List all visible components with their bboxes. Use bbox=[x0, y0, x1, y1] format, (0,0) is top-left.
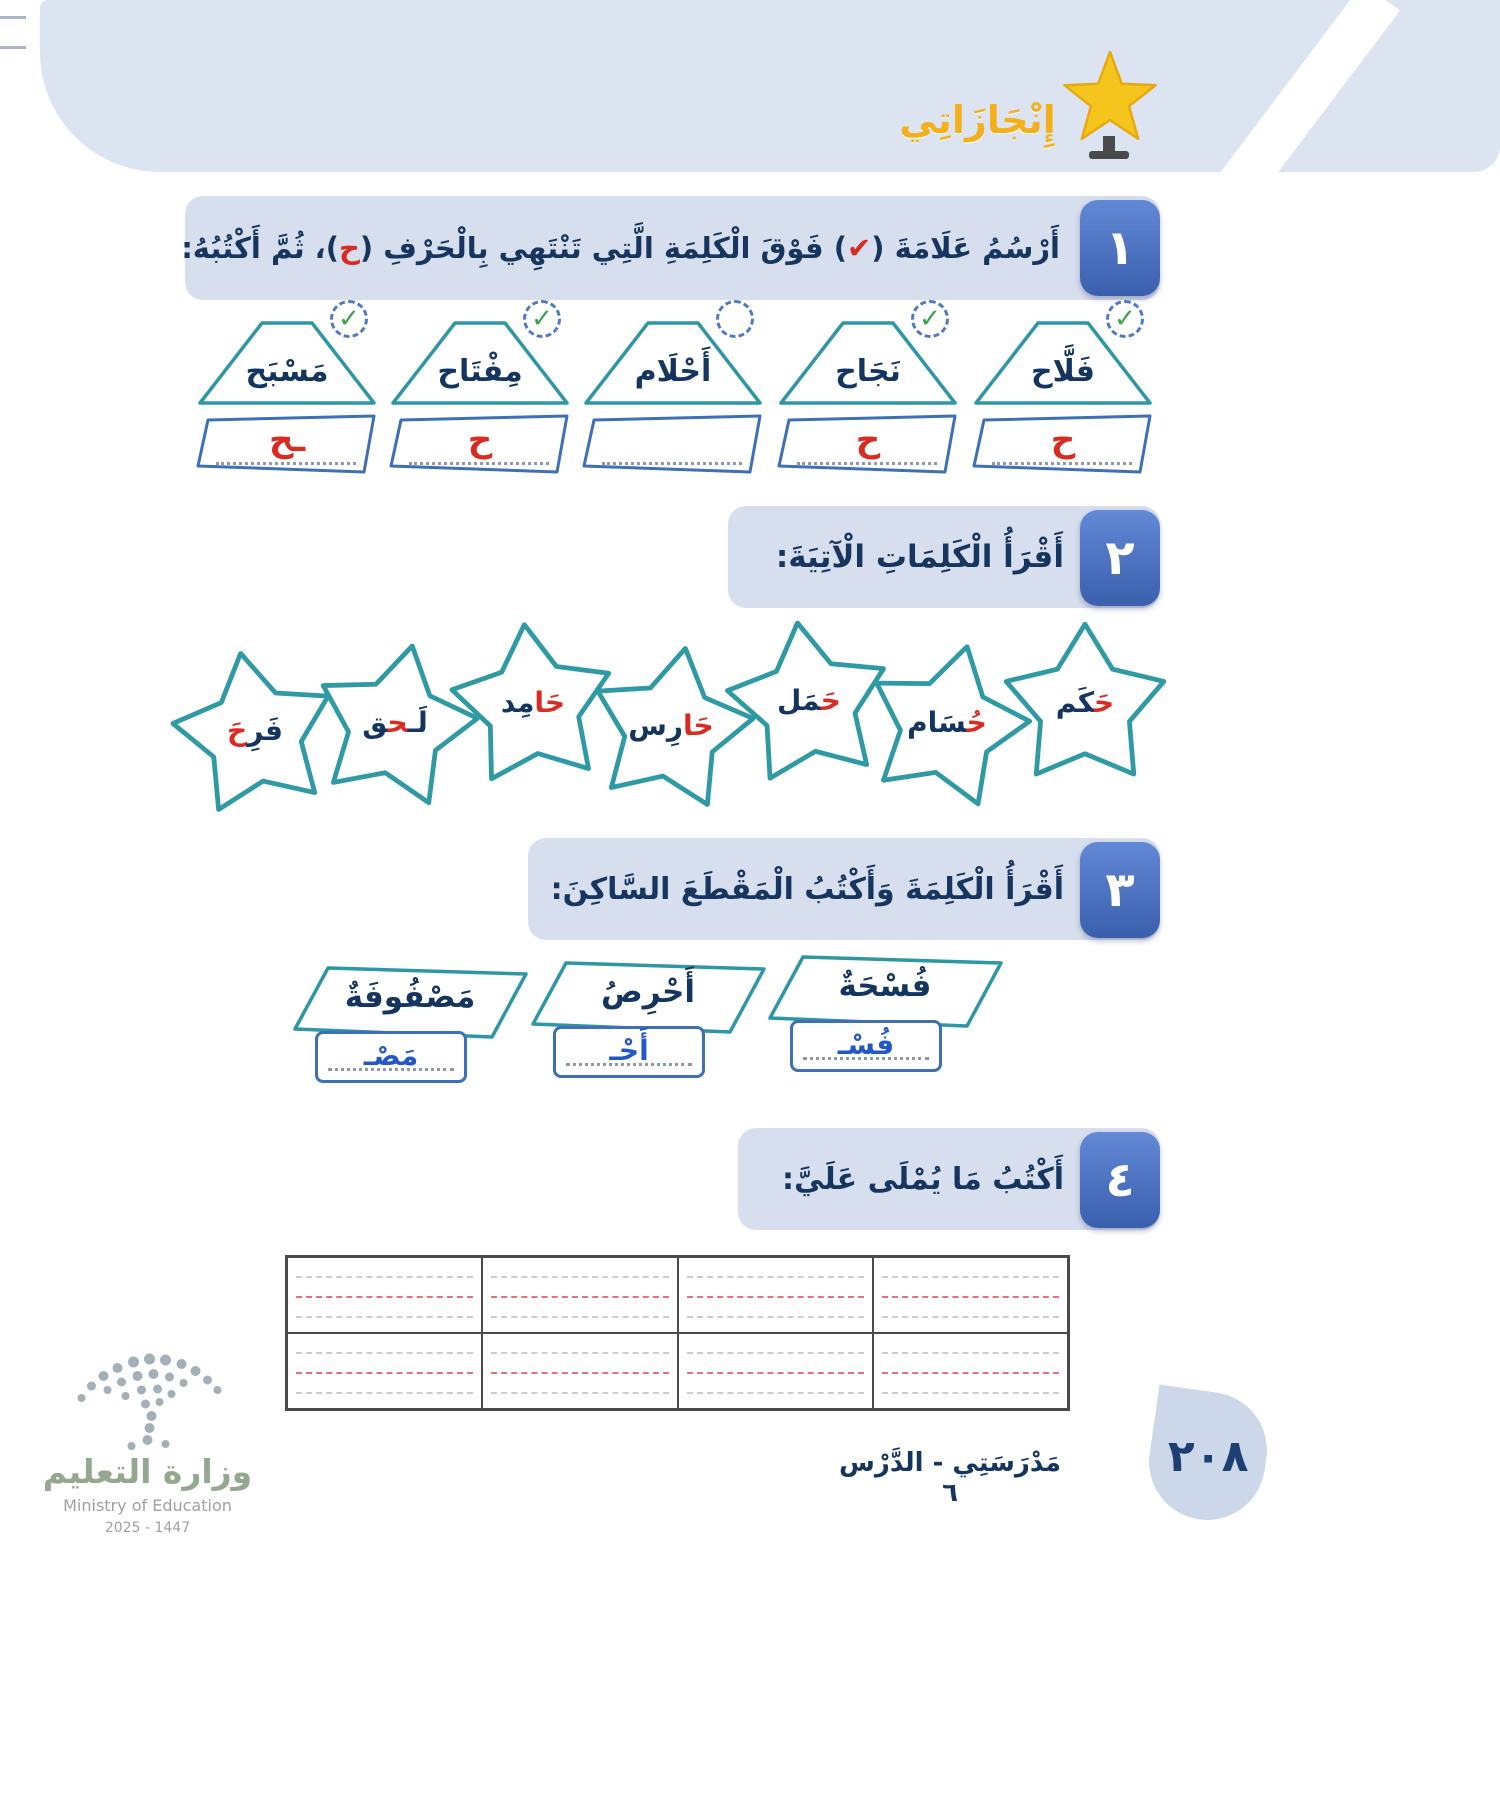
dictation-cell[interactable] bbox=[678, 1257, 873, 1333]
ex1-item bbox=[968, 304, 1158, 490]
exercise4-number: ٤ bbox=[1105, 1152, 1135, 1208]
ex1-check-circle[interactable] bbox=[911, 300, 949, 338]
ex2-word bbox=[170, 714, 340, 747]
word-part-red: حَ bbox=[227, 714, 248, 747]
ex3-answer-box[interactable] bbox=[790, 1020, 942, 1072]
ex1-check-circle[interactable] bbox=[330, 300, 368, 338]
instruction-text: أَقْرَأُ الْكَلِمَةَ وَأَكْتُبُ الْمَقْطَعَ السَّاكِنَ: bbox=[550, 871, 1064, 907]
ex3-answer-box[interactable] bbox=[315, 1031, 467, 1083]
instruction-text-part: )، ثُمَّ أَكْتُبُهُ: bbox=[181, 231, 339, 265]
exercise4-number-badge bbox=[1080, 1132, 1160, 1228]
exercise2-number: ٢ bbox=[1105, 530, 1135, 586]
ex1-answer: ح bbox=[1050, 420, 1076, 460]
ex1-word: مَسْبَح bbox=[245, 354, 329, 389]
word-part: رِس bbox=[628, 709, 684, 742]
word-part: ‍ق bbox=[362, 706, 388, 739]
ex1-item bbox=[773, 304, 963, 490]
check-mark: ✓ bbox=[531, 304, 553, 334]
ministry-logo bbox=[50, 1338, 250, 1454]
check-mark: ✓ bbox=[1114, 304, 1136, 334]
ex3-answer-box[interactable] bbox=[553, 1026, 705, 1078]
ministry-years: 2025 - 1447 bbox=[104, 1520, 191, 1536]
exercise3-instruction bbox=[542, 848, 1064, 930]
instruction-text: أَقْرَأُ الْكَلِمَاتِ الْآتِيَةَ: bbox=[775, 539, 1064, 575]
ex1-item bbox=[578, 312, 768, 490]
registration-mark bbox=[0, 46, 26, 49]
ex1-answer-line[interactable] bbox=[409, 462, 549, 465]
instruction-text-part: أَرْسُمُ عَلَامَةَ ( bbox=[871, 231, 1060, 265]
ex1-check-circle[interactable] bbox=[523, 300, 561, 338]
check-mark: ✓ bbox=[338, 304, 360, 334]
check-mark-sample: ✔ bbox=[846, 231, 872, 265]
instruction-text-part: ) فَوْقَ الْكَلِمَةِ الَّتِي تَنْتَهِي بِالْحَرْفِ ( bbox=[359, 231, 847, 265]
ex3-answer: أَحْـ bbox=[609, 1034, 649, 1067]
ex1-word: أَحْلَام bbox=[634, 354, 712, 389]
dictation-cell[interactable] bbox=[287, 1333, 482, 1409]
exercise2-instruction bbox=[742, 516, 1064, 598]
dictation-cell[interactable] bbox=[482, 1333, 677, 1409]
word-part-red: حَ‍ bbox=[1094, 686, 1115, 719]
word-part: ‍كَم bbox=[1055, 686, 1095, 719]
ex3-answer: مَصْـ bbox=[363, 1039, 419, 1072]
ex3-word: فُسْحَةٌ bbox=[838, 968, 932, 1004]
exercise4-instruction bbox=[752, 1138, 1064, 1220]
exercise2-number-badge bbox=[1080, 510, 1160, 606]
ex1-answer: ح bbox=[855, 420, 881, 460]
exercise1-instruction bbox=[181, 206, 1060, 290]
dictation-cell[interactable] bbox=[873, 1257, 1068, 1333]
dictation-cell[interactable] bbox=[678, 1333, 873, 1409]
ex3-word: مَصْفُوفَةٌ bbox=[344, 979, 476, 1015]
word-part-red: ‍ح‍ bbox=[387, 706, 408, 739]
ministry-name-arabic: وزارة التعليم bbox=[42, 1452, 253, 1491]
ex3-word: أَحْرِصُ bbox=[601, 974, 695, 1010]
word-part: فَرِ bbox=[247, 714, 283, 747]
answer-box-shape bbox=[580, 414, 766, 476]
exercise1-number: ١ bbox=[1105, 220, 1135, 276]
ex1-check-circle[interactable] bbox=[716, 300, 754, 338]
page-number: ٢٠٨ bbox=[1167, 1430, 1249, 1482]
ex1-answer-line[interactable] bbox=[602, 462, 742, 465]
trophy-star-icon bbox=[1055, 50, 1165, 172]
exercise3-number-badge bbox=[1080, 842, 1160, 938]
ex1-item bbox=[385, 304, 575, 490]
target-letter: ح bbox=[338, 231, 360, 265]
ex1-word: مِفْتَاح bbox=[437, 354, 523, 389]
registration-mark bbox=[0, 16, 26, 19]
word-part: ‍مَل bbox=[777, 684, 821, 717]
ex1-word: فَلَّاح bbox=[1030, 354, 1096, 389]
ex3-answer: فُسْـ bbox=[837, 1028, 895, 1061]
dictation-table bbox=[285, 1255, 1070, 1411]
ex1-answer-line[interactable] bbox=[797, 462, 937, 465]
word-part-red: حَا bbox=[534, 686, 566, 719]
footer-lesson-label: مَدْرَسَتِي - الدَّرْس ٦ bbox=[838, 1448, 1061, 1508]
ex2-star-item bbox=[170, 650, 340, 820]
word-part: مِد bbox=[500, 686, 535, 719]
ex1-answer: ـح bbox=[268, 420, 306, 460]
ex1-word: نَجَاح bbox=[835, 354, 901, 389]
check-mark: ✓ bbox=[919, 304, 941, 334]
ministry-name-english: Ministry of Education bbox=[63, 1496, 232, 1515]
page-number-badge bbox=[1142, 1385, 1275, 1528]
word-part: لَـ bbox=[407, 706, 428, 739]
exercise3-number: ٣ bbox=[1105, 862, 1135, 918]
word-part-red: حُ‍ bbox=[966, 706, 987, 739]
dictation-cell[interactable] bbox=[287, 1257, 482, 1333]
exercise1-number-badge bbox=[1080, 200, 1160, 296]
ex1-answer-line[interactable] bbox=[992, 462, 1132, 465]
dictation-cell[interactable] bbox=[482, 1257, 677, 1333]
word-part-red: حَ‍ bbox=[820, 684, 841, 717]
word-part: ‍سَام bbox=[907, 706, 967, 739]
instruction-text: أَكْتُبُ مَا يُمْلَى عَلَيَّ: bbox=[782, 1161, 1064, 1197]
ex1-answer-line[interactable] bbox=[216, 462, 356, 465]
ex1-answer: ح bbox=[467, 420, 493, 460]
ex1-check-circle[interactable] bbox=[1106, 300, 1144, 338]
ministry-logo-dots bbox=[50, 1338, 250, 1450]
dictation-cell[interactable] bbox=[873, 1333, 1068, 1409]
word-part-red: حَا bbox=[683, 709, 714, 742]
ex1-item bbox=[192, 304, 382, 490]
page-title: إِنْجَازَاتِي bbox=[899, 98, 1056, 142]
